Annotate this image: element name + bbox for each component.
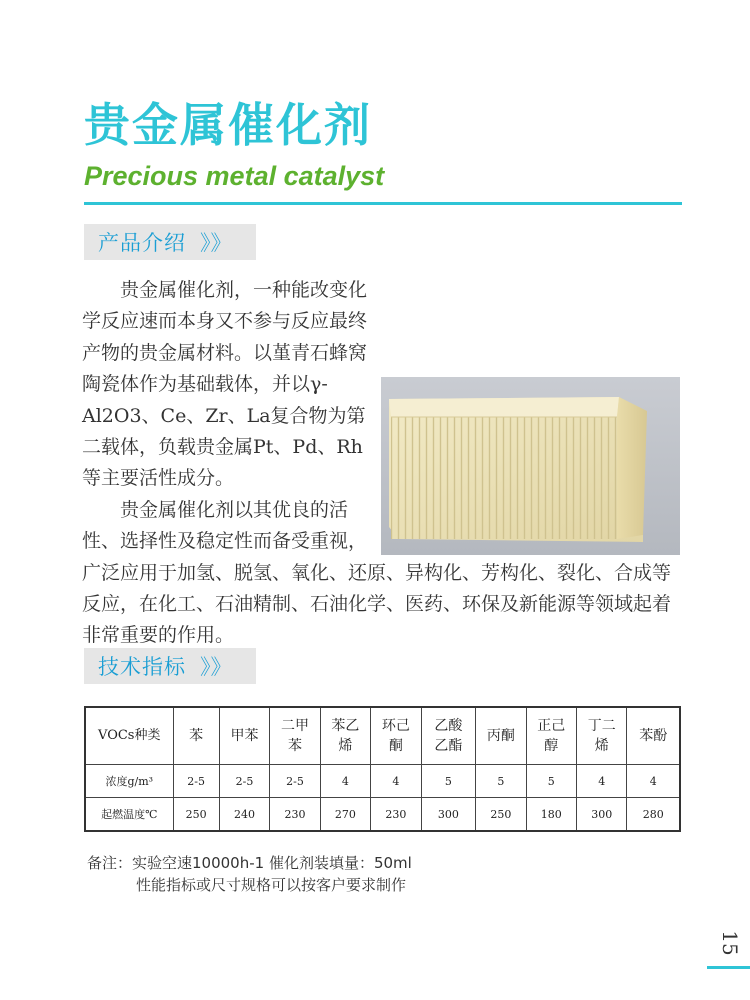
table-row-label: 浓度g/m³: [85, 765, 173, 798]
table-cell: 5: [421, 765, 476, 798]
page-subtitle: Precious metal catalyst: [84, 161, 385, 191]
notes: [87, 852, 412, 896]
section-header-technical-specs: [84, 648, 256, 684]
table-cell: 2-5: [270, 765, 320, 798]
table-cell: 250: [476, 798, 526, 832]
note-line-1: 备注：实验空速10000h-1 催化剂装填量：50ml: [87, 854, 412, 872]
table-cell: 4: [576, 765, 626, 798]
table-cell: 230: [371, 798, 421, 832]
table-cell: 4: [627, 765, 680, 798]
table-header-compound: 甲苯: [219, 707, 269, 765]
table-header-compound: 丙酮: [476, 707, 526, 765]
voc-spec-table: [84, 706, 681, 832]
table-header-voc-type: VOCs种类: [85, 707, 173, 765]
honeycomb-ceramic-image: [381, 377, 680, 555]
page-number: 15: [718, 930, 742, 956]
table-row-label: 起燃温度℃: [85, 798, 173, 832]
table-header-compound: 苯酚: [627, 707, 680, 765]
table-cell: 4: [320, 765, 370, 798]
table-cell: 240: [219, 798, 269, 832]
double-chevron-icon: 》》: [200, 655, 232, 679]
table-header-compound: 苯: [173, 707, 219, 765]
table-cell: 5: [526, 765, 576, 798]
table-header-row: [85, 707, 680, 765]
table-cell: 270: [320, 798, 370, 832]
table-cell: 2-5: [219, 765, 269, 798]
table-cell: 250: [173, 798, 219, 832]
table-row: [85, 798, 680, 832]
table-header-compound: 二甲 苯: [270, 707, 320, 765]
table-header-compound: 乙酸 乙酯: [421, 707, 476, 765]
title-divider: [84, 202, 682, 205]
paragraph-definition: 贵金属催化剂，一种能改变化学反应速而本身又不参与反应最终产物的贵金属材料。以堇青石蜂窝陶瓷体作为基础载体，并以γ-Al2O3、Ce、Zr、La复合物为第二载体，负载贵金属Pt、Pd、Rh等主要活性成分。: [82, 279, 368, 490]
table-header-compound: 丁二 烯: [576, 707, 626, 765]
table-cell: 280: [627, 798, 680, 832]
table-cell: 300: [421, 798, 476, 832]
section-label: 产品介绍: [98, 231, 186, 255]
table-cell: 180: [526, 798, 576, 832]
table-header-compound: 苯乙 烯: [320, 707, 370, 765]
table-cell: 4: [371, 765, 421, 798]
table-cell: 5: [476, 765, 526, 798]
table-cell: 2-5: [173, 765, 219, 798]
table-header-compound: 正己 醇: [526, 707, 576, 765]
footer-rule: [707, 966, 750, 969]
page-title: 贵金属催化剂: [84, 98, 372, 152]
section-header-product-intro: [84, 224, 256, 260]
table-cell: 300: [576, 798, 626, 832]
double-chevron-icon: 》》: [200, 231, 232, 255]
paragraph-applications: 贵金属催化剂以其优良的活性、选择性及稳定性而备受重视，广泛应用于加氢、脱氢、氧化、还原、异构化、芳构化、裂化、合成等反应，在化工、石油精制、石油化学、医药、环保及新能源等领域起着非常重要的作用。: [82, 498, 672, 647]
table-row: [85, 765, 680, 798]
table-header-compound: 环己 酮: [371, 707, 421, 765]
section-label: 技术指标: [98, 655, 186, 679]
table-cell: 230: [270, 798, 320, 832]
note-line-2: 性能指标或尺寸规格可以按客户要求制作: [136, 876, 407, 894]
